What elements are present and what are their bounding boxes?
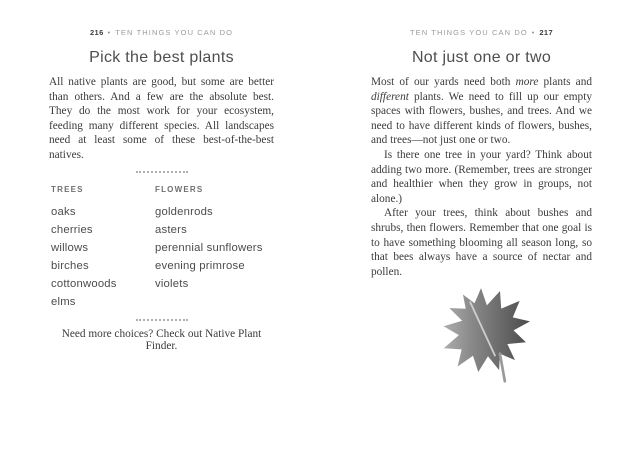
left-running-head — [49, 28, 274, 37]
italic-word: more — [515, 76, 539, 88]
tree-list-item: elms — [51, 295, 76, 308]
right-body-paragraph-1 — [371, 75, 592, 148]
tree-list-item: birches — [51, 259, 89, 272]
tree-list-item: cottonwoods — [51, 277, 117, 290]
dotted-divider-top — [136, 171, 188, 173]
flower-list-item: violets — [155, 277, 189, 290]
flowers-column — [155, 185, 274, 311]
flower-list-item: goldenrods — [155, 205, 213, 218]
paragraph-segment: plants and — [538, 76, 592, 88]
flower-list-item: asters — [155, 223, 187, 236]
tree-list-item: cherries — [51, 223, 93, 236]
left-page — [49, 28, 274, 352]
tree-list-item: willows — [51, 241, 89, 254]
flowers-column-header: FLOWERS — [155, 184, 204, 194]
trees-column-header: TREES — [51, 184, 84, 194]
note-text: Need more choices? Check out Native Plant Finder. — [61, 327, 262, 352]
italic-word: different — [371, 90, 409, 103]
left-section-title: Pick the best plants — [89, 49, 234, 66]
left-body-paragraph: All native plants are good, but some are better than others. And a few are the absolute best. They do the most work for your ecosystem, feeding many different species. All landscapes need at least some of these best-of-the-best natives. — [49, 76, 274, 161]
paragraph-segment: Most of our yards need both — [371, 76, 516, 88]
plant-table — [49, 185, 274, 311]
dotted-divider-bottom — [136, 319, 188, 321]
right-page — [371, 28, 592, 279]
trees-column — [51, 185, 155, 311]
right-running-head — [371, 28, 592, 37]
right-section-title: Not just one or two — [411, 49, 552, 66]
right-body-paragraph-3: After your trees, think about bushes and shrubs, then flowers. Remember that one goal is to have something blooming all season long, so that bees always have a source of nectar and pollen. — [371, 207, 592, 278]
bullet-separator: • — [107, 30, 112, 37]
paragraph-segment: plants. We need to fill up our empty spaces with flowers, bushes, and trees. And we need to have different kinds of flowers, bushes, and trees—not just one or two. — [371, 90, 592, 147]
right-body-paragraph-2: Is there one tree in your yard? Think about adding two more. (Remember, trees are stronger and healthier when they grow in groups, not alone.) — [371, 148, 592, 205]
flower-list-item: evening primrose — [155, 259, 245, 272]
maple-leaf-icon — [433, 282, 537, 386]
bullet-separator: • — [531, 30, 536, 37]
left-page-number: 216 — [89, 28, 104, 37]
right-page-number: 217 — [539, 28, 554, 37]
right-running-title: TEN THINGS YOU CAN DO — [409, 28, 528, 37]
left-running-title: TEN THINGS YOU CAN DO — [115, 28, 234, 37]
tree-list-item: oaks — [51, 205, 76, 218]
flower-list-item: perennial sunflowers — [155, 241, 263, 254]
maple-leaf-illustration — [433, 282, 537, 386]
